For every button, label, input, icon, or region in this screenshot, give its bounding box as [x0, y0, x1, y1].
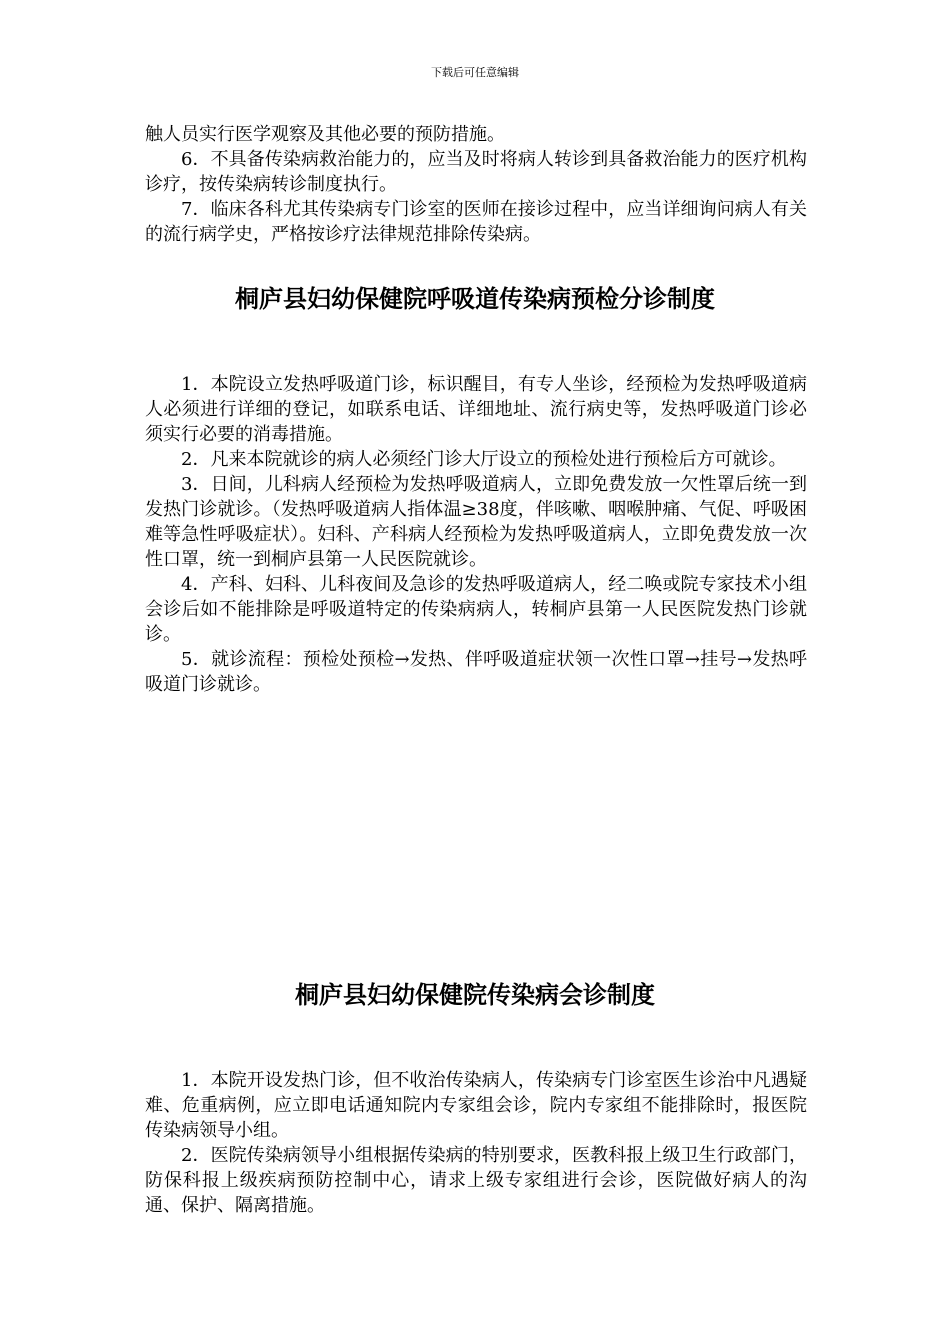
top-section [145, 122, 807, 247]
section-title-consultation: 桐庐县妇幼保健院传染病会诊制度 [295, 980, 655, 1009]
section-consultation [145, 1068, 807, 1218]
paragraph: 2．凡来本院就诊的病人必须经门诊大厅设立的预检处进行预检后方可就诊。 [181, 449, 787, 470]
section-respiratory-triage [145, 372, 807, 697]
paragraph: 触人员实行医学观察及其他必要的预防措施。 [145, 124, 505, 145]
section-title-respiratory-triage: 桐庐县妇幼保健院呼吸道传染病预检分诊制度 [235, 284, 715, 313]
paragraph: 3．日间，儿科病人经预检为发热呼吸道病人，立即免费发放一欠性罩后统一到发热门诊就诊。（发热呼吸道病人指体温≥38度，伴咳嗽、咽喉肿痛、气促、呼吸困难等急性呼吸症状）。妇科、产科病人经预检为发热呼吸道病人，立即免费发放一次性口罩，统一到桐庐县第一人民医院就诊。 [145, 474, 807, 570]
paragraph: 1．本院设立发热呼吸道门诊，标识醒目，有专人坐诊，经预检为发热呼吸道病人必须进行详细的登记，如联系电话、详细地址、流行病史等，发热呼吸道门诊必须实行必要的消毒措施。 [145, 374, 807, 445]
paragraph: 4．产科、妇科、儿科夜间及急诊的发热呼吸道病人，经二唤或院专家技术小组会诊后如不能排除是呼吸道特定的传染病病人，转桐庐县第一人民医院发热门诊就诊。 [145, 574, 807, 645]
paragraph: 1．本院开设发热门诊，但不收治传染病人，传染病专门诊室医生诊治中凡遇疑难、危重病例，应立即电话通知院内专家组会诊，院内专家组不能排除时，报医院传染病领导小组。 [145, 1070, 807, 1141]
paragraph: 5．就诊流程：预检处预检→发热、伴呼吸道症状领一次性口罩→挂号→发热呼吸道门诊就诊。 [145, 649, 807, 695]
paragraph: 2．医院传染病领导小组根据传染病的特别要求，医教科报上级卫生行政部门，防保科报上级疾病预防控制中心，请求上级专家组进行会诊，医院做好病人的沟通、保护、隔离措施。 [145, 1145, 807, 1216]
page-header-note: 下载后可任意编辑 [431, 66, 519, 79]
paragraph: 6．不具备传染病救治能力的，应当及时将病人转诊到具备救治能力的医疗机构诊疗，按传染病转诊制度执行。 [145, 149, 807, 195]
paragraph: 7．临床各科尤其传染病专门诊室的医师在接诊过程中，应当详细询问病人有关的流行病学史，严格按诊疗法律规范排除传染病。 [145, 199, 807, 245]
